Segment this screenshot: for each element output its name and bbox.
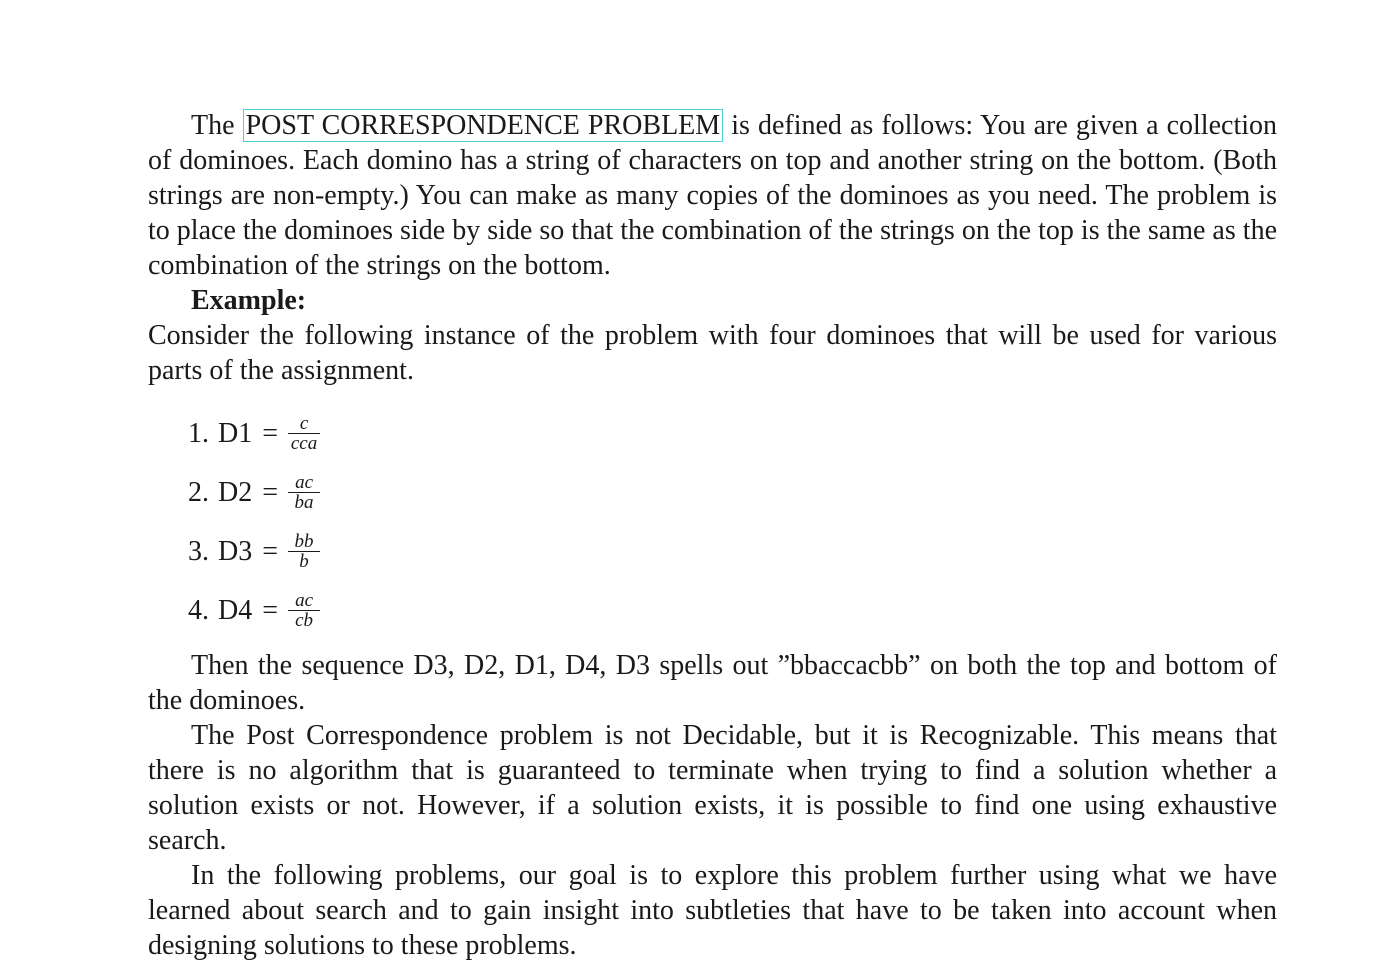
example-heading: Example: [191,285,307,316]
domino-list [148,404,1277,640]
domino-name: D2 [218,477,253,508]
domino-top: ac [288,473,320,493]
domino-bottom: cca [290,433,318,454]
domino-number: 4. [188,595,209,626]
document-body [148,108,1277,963]
domino-item [148,581,1277,640]
domino-item [148,463,1277,522]
domino-fraction [288,414,320,453]
domino-number: 3. [188,536,209,567]
domino-bottom: b [299,551,309,572]
domino-top: c [288,414,320,434]
domino-item [148,522,1277,581]
intro-lead: The [191,110,243,141]
domino-name: D1 [218,418,253,449]
domino-name: D4 [218,595,253,626]
goal-paragraph: In the following problems, our goal is to explore this problem further using what we have learned about search and to gain insight into subtleties that have to be taken into account when designing solutions to these problems. [148,860,1277,961]
equals-sign: = [262,477,279,508]
intro-paragraph [148,108,1277,283]
domino-bottom: ba [294,492,314,513]
domino-number: 1. [188,418,209,449]
example-paragraph: Consider the following instance of the problem with four dominoes that will be used for various parts of the assignment. [148,320,1277,386]
domino-fraction [288,473,320,512]
intro-definition: is defined as follows: You are given a collection of dominoes. Each domino has a string of characters on top and another string on the bottom. (Both strings are non-empty.) You can make as many copies of the dominoes as you need. The problem is to place the dominoes side by side so that the combination of the strings on the top is the same as the combination of the strings on the bottom. [148,110,1277,281]
domino-top: bb [288,532,320,552]
domino-fraction [288,532,320,571]
domino-name: D3 [218,536,253,567]
equals-sign: = [262,536,279,567]
decidability-paragraph: The Post Correspondence problem is not Decidable, but it is Recognizable. This means that there is no algorithm that is guaranteed to terminate when trying to find a solution whether a solution exists or not. However, if a solution exists, it is possible to find one using exhaustive search. [148,720,1277,856]
equals-sign: = [262,595,279,626]
domino-fraction [288,591,320,630]
domino-top: ac [288,591,320,611]
equals-sign: = [262,418,279,449]
domino-bottom: cb [295,610,313,631]
sequence-paragraph: Then the sequence D3, D2, D1, D4, D3 spells out ”bbaccacbb” on both the top and bottom of the dominoes. [148,650,1277,716]
domino-number: 2. [188,477,209,508]
pcp-term-link[interactable]: POST CORRESPONDENCE PROBLEM [243,109,724,142]
domino-item [148,404,1277,463]
